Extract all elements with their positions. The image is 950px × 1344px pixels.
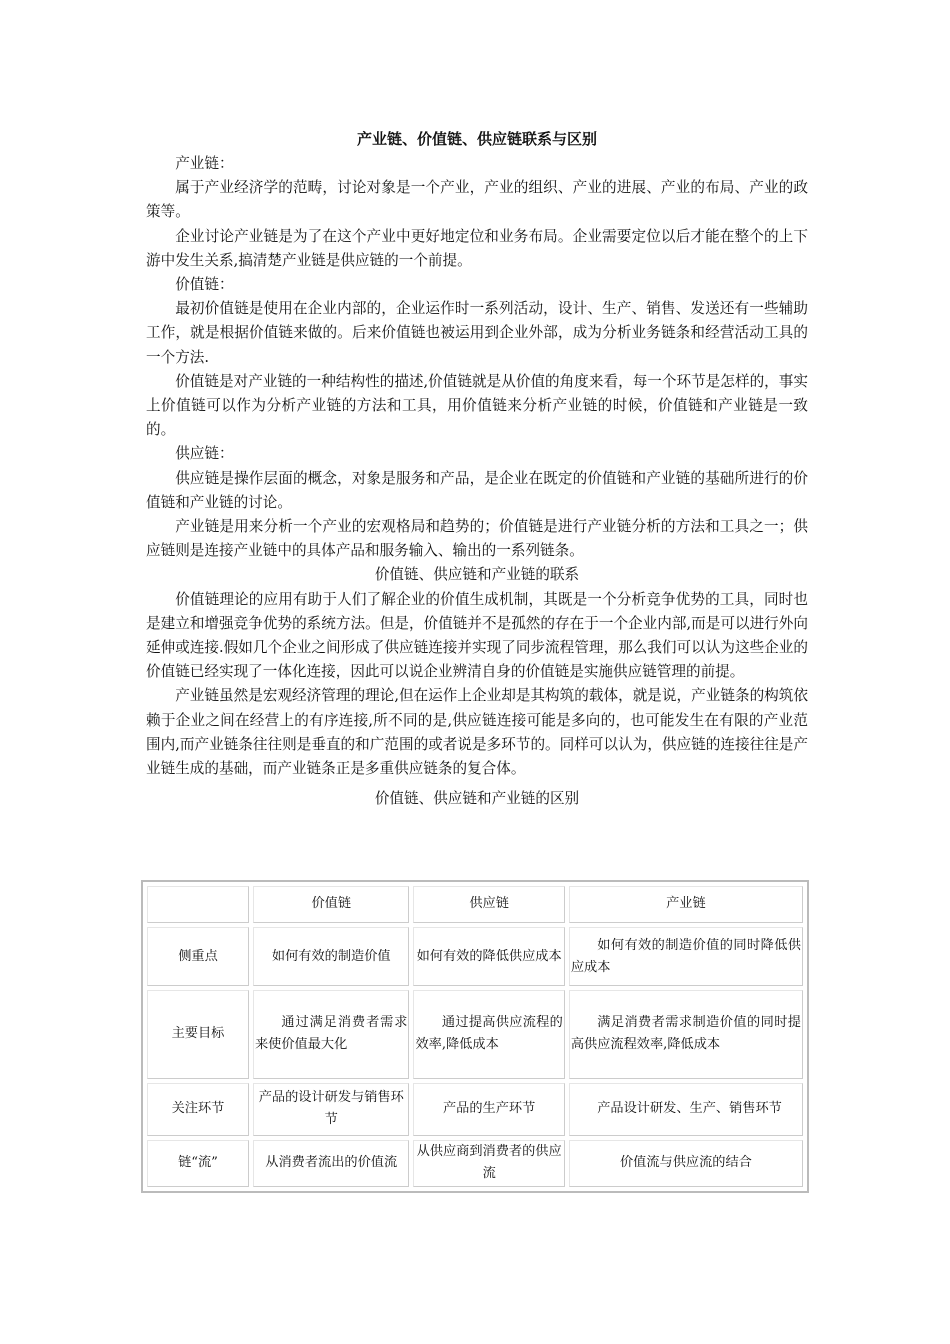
- row-label: 主要目标: [147, 990, 249, 1078]
- paragraph: 属于产业经济学的范畴，讨论对象是一个产业，产业的组织、产业的进展、产业的布局、产业的政策等。: [146, 179, 808, 221]
- section-heading: 价值链、供应链和产业链的联系: [374, 566, 580, 584]
- table-cell: 通过提高供应流程的效率,降低成本: [413, 990, 564, 1078]
- paragraph: 最初价值链是使用在企业内部的，企业运作时一系列活动，设计、生产、销售、发送还有一些辅助工作，就是根据价值链来做的。后来价值链也被运用到企业外部，成为分析业务链条和经营活动工具的一个方法.: [146, 300, 808, 366]
- paragraph: 产业链虽然是宏观经济管理的理论,但在运作上企业却是其构筑的载体，就是说，产业链条的构筑依赖于企业之间在经营上的有序连接,所不同的是,供应链连接可能是多向的，也可能发生在有限的产业范围内,而产业链条往往则是垂直的和广范围的或者说是多环节的。同样可以认为，供应链的连接往往是产业链生成的基础，而产业链条正是多重供应链条的复合体。: [146, 687, 808, 778]
- table-cell: 从消费者流出的价值流: [253, 1140, 409, 1187]
- row-label: 侧重点: [147, 927, 249, 986]
- table-row: [147, 990, 803, 1078]
- table-cell: 如何有效的制造价值的同时降低供应成本: [569, 927, 803, 986]
- row-label: 关注环节: [147, 1083, 249, 1136]
- paragraph: 价值链：: [175, 276, 234, 294]
- table-row: [147, 1140, 803, 1187]
- paragraph: 产业链是用来分析一个产业的宏观格局和趋势的；价值链是进行产业链分析的方法和工具之一；供应链则是连接产业链中的具体产品和服务输入、输出的一系列链条。: [146, 518, 808, 560]
- table-cell: 满足消费者需求制造价值的同时提高供应流程效率,降低成本: [569, 990, 803, 1078]
- table-cell: 产品设计研发、生产、销售环节: [569, 1083, 803, 1136]
- paragraph: 价值链是对产业链的一种结构性的描述,价值链就是从价值的角度来看，每一个环节是怎样的，事实上价值链可以作为分析产业链的方法和工具，用价值链来分析产业链的时候，价值链和产业链是一致的。: [146, 372, 808, 439]
- table-header-row: [147, 886, 803, 923]
- table-header-cell: 价值链: [253, 886, 409, 923]
- table-header-cell: [147, 886, 249, 923]
- paragraph: 价值链理论的应用有助于人们了解企业的价值生成机制，其既是一个分析竞争优势的工具，同时也是建立和增强竞争优势的系统方法。但是，价值链并不是孤然的存在于一个企业内部,而是可以进行外向延伸或连接.假如几个企业之间形成了供应链连接并实现了同步流程管理，那么我们可以认为这些企业的价值链已经实现了一体化连接，因此可以说企业辨清自身的价值链是实施供应链管理的前提。: [146, 590, 808, 681]
- document-body: [146, 126, 808, 811]
- paragraph: 供应链：: [175, 445, 234, 463]
- table-header-cell: 产业链: [569, 886, 803, 923]
- comparison-table: [141, 880, 809, 1193]
- table-cell: 价值流与供应流的结合: [569, 1140, 803, 1187]
- paragraph: 产业链：: [175, 155, 234, 172]
- table-cell: 通过满足消费者需求来使价值最大化: [253, 990, 409, 1078]
- paragraph: 供应链是操作层面的概念，对象是服务和产品，是企业在既定的价值链和产业链的基础所进行的价值链和产业链的讨论。: [146, 469, 808, 511]
- row-label: 链“流”: [147, 1140, 249, 1187]
- table-row: [147, 1083, 803, 1136]
- table-cell: 如何有效的降低供应成本: [413, 927, 564, 986]
- table-cell: 从供应商到消费者的供应流: [413, 1140, 564, 1187]
- table-cell: 产品的生产环节: [413, 1083, 564, 1136]
- document-title: 产业链、价值链、供应链联系与区别: [356, 130, 597, 148]
- table-cell: 如何有效的制造价值: [253, 927, 409, 986]
- table-header-cell: 供应链: [413, 886, 564, 923]
- paragraph: 企业讨论产业链是为了在这个产业中更好地定位和业务布局。企业需要定位以后才能在整个的上下游中发生关系,搞清楚产业链是供应链的一个前提。: [146, 227, 808, 269]
- table-row: [147, 927, 803, 986]
- table-cell: 产品的设计研发与销售环节: [253, 1083, 409, 1136]
- table-caption: 价值链、供应链和产业链的区别: [374, 790, 580, 808]
